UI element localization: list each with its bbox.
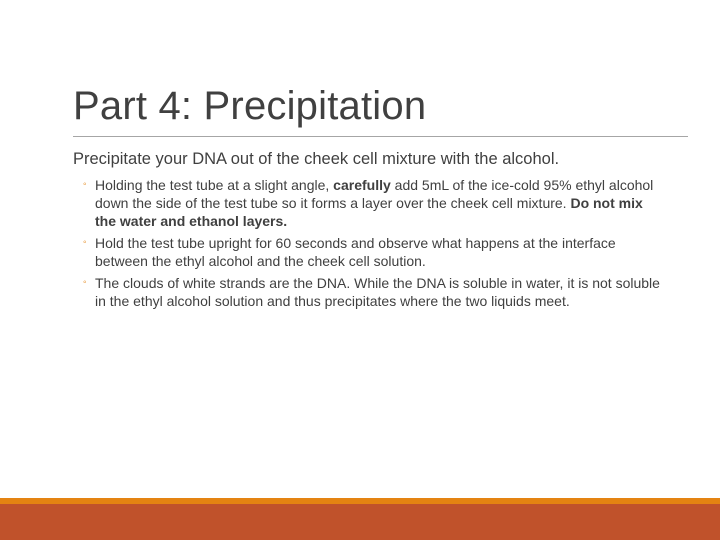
title-divider (73, 136, 688, 137)
bullet-list (73, 176, 663, 310)
bullet-warning: Do not mix the water and ethanol layers. (95, 195, 643, 229)
bullet-text: add 5mL of the ice-cold 95% ethyl alcohol down the side of the test tube so it forms a layer over the cheek cell mixture. (95, 177, 654, 211)
bullet-text: The clouds of white strands are the DNA. While the DNA is soluble in water, it is not soluble in the ethyl alcohol solution and thus precipitates where the two liquids meet. (95, 275, 660, 309)
bullet-text: Holding the test tube at a slight angle, (95, 177, 334, 193)
bullet-item-explanation (73, 274, 663, 310)
bullet-item-add-alcohol (73, 176, 663, 230)
bullet-text: Hold the test tube upright for 60 seconds and observe what happens at the interface between the ethyl alcohol and the cheek cell solution. (95, 235, 616, 269)
intro-text: Precipitate your DNA out of the cheek cell mixture with the alcohol. (73, 150, 560, 168)
bullet-marker-icon: ◦ (83, 237, 87, 248)
slide-content (73, 148, 663, 314)
bullet-emphasis: carefully (333, 177, 391, 193)
footer-band (0, 498, 720, 540)
bullet-marker-icon: ◦ (83, 277, 87, 288)
slide-title: Part 4: Precipitation (73, 84, 427, 128)
footer-bar (0, 504, 720, 540)
bullet-item-observe (73, 234, 663, 270)
bullet-marker-icon: ◦ (83, 179, 87, 190)
